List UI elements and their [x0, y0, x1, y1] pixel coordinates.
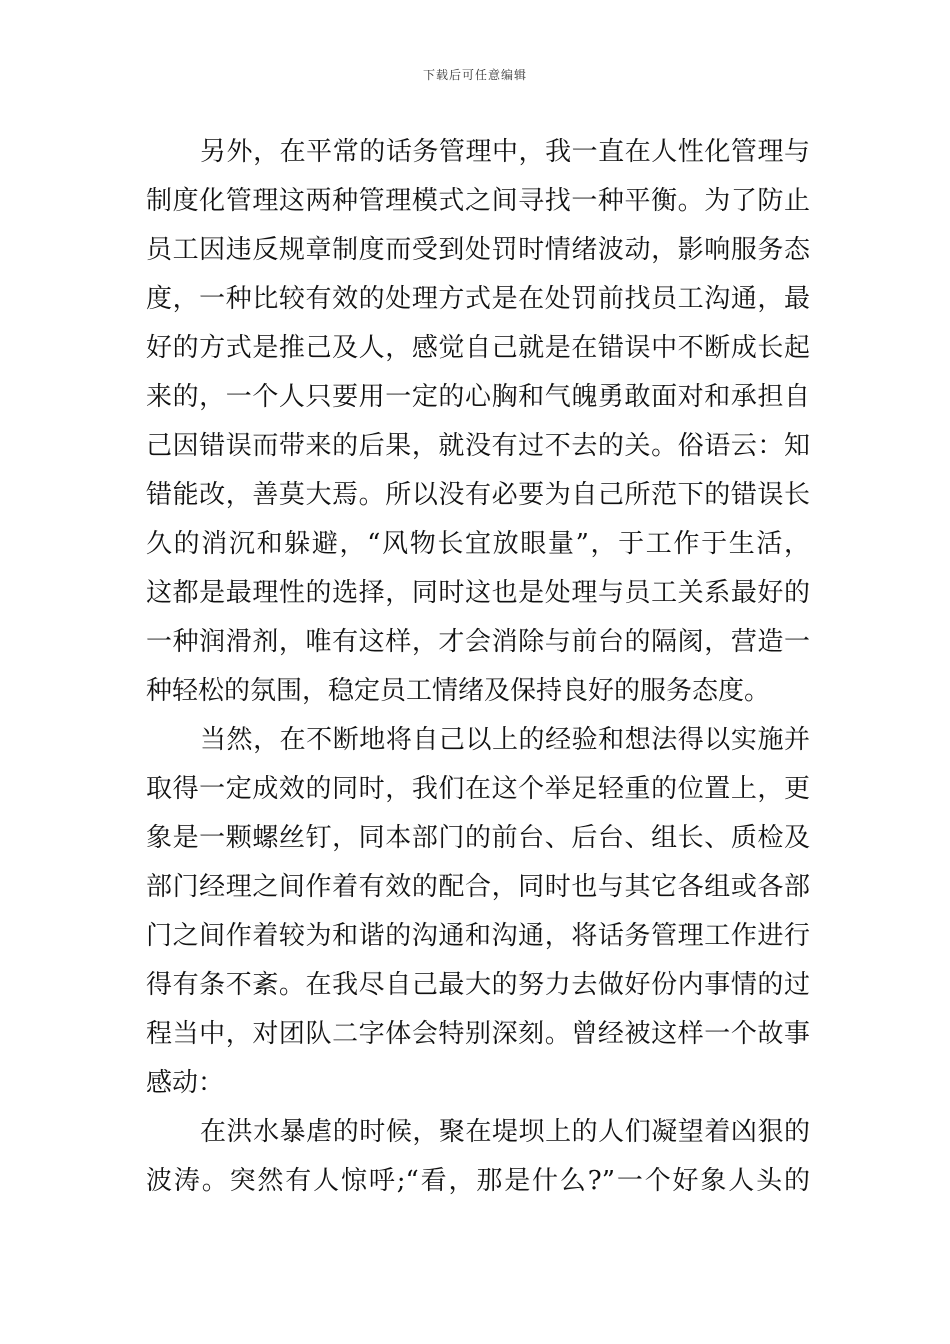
header-note: 下载后可任意编辑: [422, 68, 527, 82]
paragraph-1-line: 一种润滑剂，唯有这样，才会消除与前台的隔阂，营造一: [146, 627, 810, 657]
paragraph-2-line: 门之间作着较为和谐的沟通和沟通，将话务管理工作进行: [146, 921, 810, 951]
paragraph-1-line: 好的方式是推己及人，感觉自己就是在错误中不断成长起: [146, 333, 810, 363]
paragraph-2-line: 象是一颗螺丝钉，同本部门的前台、后台、组长、质检及: [146, 823, 810, 853]
paragraph-2-line: 程当中，对团队二字体会特别深刻。曾经被这样一个故事: [146, 1019, 810, 1049]
paragraph-1-line: 久的消沉和躲避，“风物长宜放眼量”，于工作于生活，: [146, 529, 810, 559]
paragraph-1-line: 种轻松的氛围，稳定员工情绪及保持良好的服务态度。: [146, 676, 771, 706]
paragraph-2-line: 当然，在不断地将自己以上的经验和想法得以实施并: [200, 725, 810, 755]
body-text: [146, 128, 810, 1206]
paragraph-2-line: 取得一定成效的同时，我们在这个举足轻重的位置上，更: [146, 774, 810, 804]
paragraph-1-line: 错能改，善莫大焉。所以没有必要为自己所范下的错误长: [146, 480, 810, 510]
paragraph-1-line: 这都是最理性的选择，同时这也是处理与员工关系最好的: [146, 578, 810, 608]
paragraph-1-line: 己因错误而带来的后果，就没有过不去的关。俗语云：知: [146, 431, 810, 461]
paragraph-2-line: 感动：: [146, 1068, 225, 1098]
paragraph-1-line: 员工因违反规章制度而受到处罚时情绪波动，影响服务态: [146, 235, 810, 265]
paragraph-2-line: 得有条不紊。在我尽自己最大的努力去做好份内事情的过: [146, 970, 810, 1000]
paragraph-1-line: 另外，在平常的话务管理中，我一直在人性化管理与: [200, 137, 810, 167]
paragraph-3-line: 在洪水暴虐的时候，聚在堤坝上的人们凝望着凶狠的: [200, 1117, 810, 1147]
paragraph-2-line: 部门经理之间作着有效的配合，同时也与其它各组或各部: [146, 872, 810, 902]
paragraph-3-line: 波涛。突然有人惊呼;“看，那是什么?”一个好象人头的: [146, 1166, 810, 1196]
paragraph-1-line: 制度化管理这两种管理模式之间寻找一种平衡。为了防止: [146, 186, 810, 216]
paragraph-1-line: 度，一种比较有效的处理方式是在处罚前找员工沟通，最: [146, 284, 810, 314]
paragraph-1-line: 来的，一个人只要用一定的心胸和气魄勇敢面对和承担自: [146, 382, 810, 412]
